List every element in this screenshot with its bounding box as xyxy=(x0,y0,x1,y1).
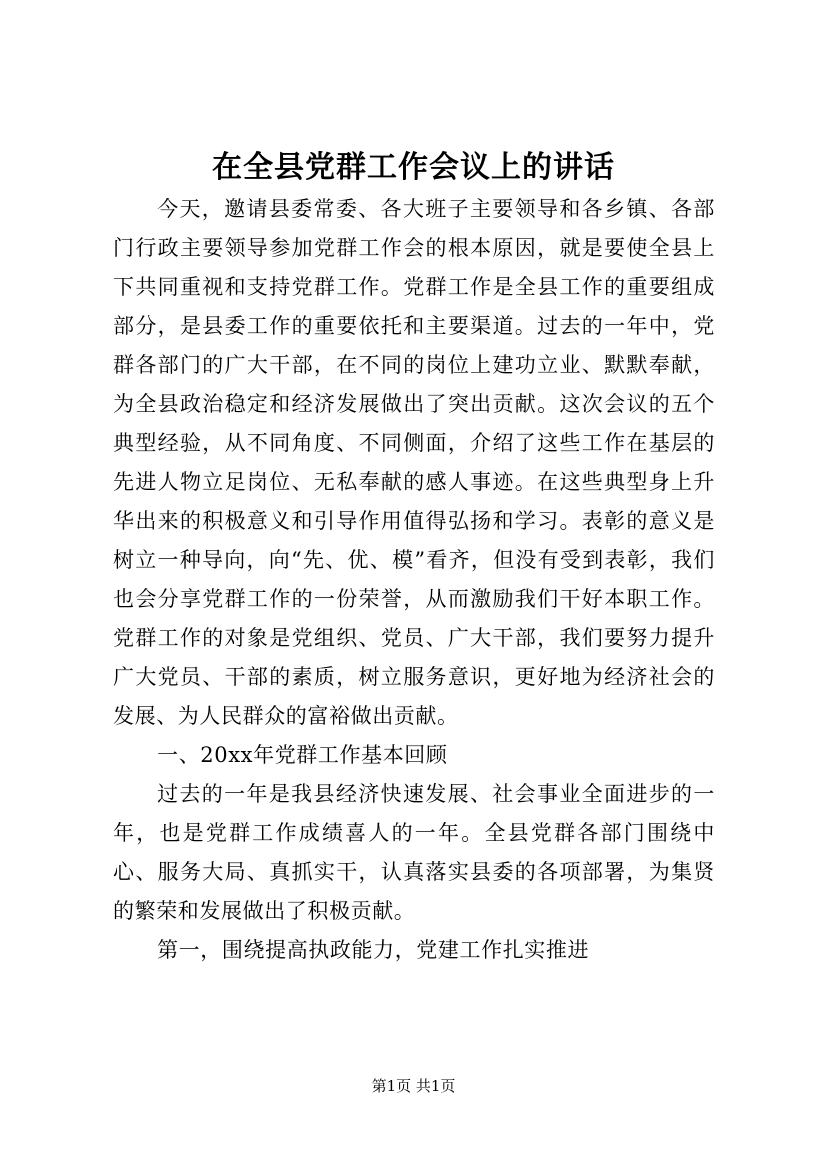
page-number-footer: 第1页 共1页 xyxy=(371,1077,456,1095)
paragraph-opening: 今天，邀请县委常委、各大班子主要领导和各乡镇、各部门行政主要领导参加党群工作会的根本原因，就是要使全县上下共同重视和支持党群工作。党群工作是全县工作的重要组成部分，是县委工作的重要依托和主要渠道。过去的一年中，党群各部门的广大干部，在不同的岗位上建功立业、默默奉献，为全县政治稳定和经济发展做出了突出贡献。这次会议的五个典型经验，从不同角度、不同侧面，介绍了这些工作在基层的先进人物立足岗位、无私奉献的感人事迹。在这些典型身上升华出来的积极意义和引导作用值得弘扬和学习。表彰的意义是树立一种导向，向“先、优、模”看齐，但没有受到表彰，我们也会分享党群工作的一份荣誉，从而激励我们干好本职工作。党群工作的对象是党组织、党员、广大干部，我们要努力提升广大党员、干部的素质，树立服务意识，更好地为经济社会的发展、为人民群众的富裕做出贡献。 xyxy=(113,197,715,728)
paragraph-review: 过去的一年是我县经济快速发展、社会事业全面进步的一年，也是党群工作成绩喜人的一年。全县党群各部门围绕中心、服务大局、真抓实干，认真落实县委的各项部署，为集贤的繁荣和发展做出了积极贡献。 xyxy=(113,782,715,923)
section-heading-review: 一、20xx年党群工作基本回顾 xyxy=(157,743,448,767)
document-title: 在全县党群工作会议上的讲话 xyxy=(212,150,615,185)
document-body xyxy=(113,190,715,970)
subsection-heading-first: 第一，围绕提高执政能力，党建工作扎实推进 xyxy=(157,938,590,962)
